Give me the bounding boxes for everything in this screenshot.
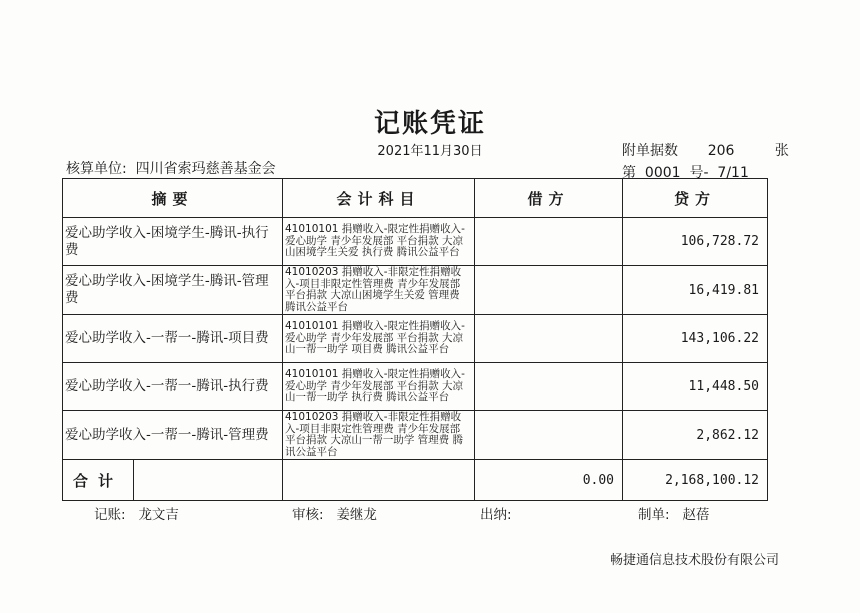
unit-label: 核算单位: [66,161,127,177]
header-credit: 贷方 [623,179,768,218]
table-row [63,218,768,266]
attach-count: 206 [707,143,735,159]
row-account: 41010101 捐赠收入-限定性捐赠收入-爱心助学 青少年发展部 平台捐款 大凉山一帮一助学 项目费 腾讯公益平台 [283,315,475,363]
voucher-date: 2021年11月30日 [377,144,483,159]
voucher-label: 第 [622,165,636,181]
row-summary: 爱心助学收入-困境学生-腾讯-执行费 [63,218,283,266]
attachment-count [622,140,789,160]
cashier-label: 出纳: [480,507,512,523]
row-debit [475,315,623,363]
preparer-name: 赵蓓 [682,507,710,523]
software-company: 畅捷通信息技术股份有限公司 [610,553,780,568]
voucher-no: 0001 [644,165,681,181]
table-row [63,266,768,315]
row-account: 41010101 捐赠收入-限定性捐赠收入-爱心助学 青少年发展部 平台捐款 大凉山困境学生关爱 执行费 腾讯公益平台 [283,218,475,266]
table-row [63,363,768,411]
row-account: 41010203 捐赠收入-非限定性捐赠收入-项目非限定性管理费 青少年发展部 平台捐款 大凉山一帮一助学 管理费 腾讯公益平台 [283,411,475,460]
voucher-page: 7/11 [717,165,749,181]
header-summary: 摘要 [63,179,283,218]
total-label: 合计 [63,460,134,500]
total-debit: 0.00 [475,460,623,501]
accounting-unit [66,158,276,178]
row-summary: 爱心助学收入-一帮一-腾讯-管理费 [63,411,283,460]
total-cell [63,460,283,501]
row-credit: 143,106.22 [623,315,768,363]
total-account-blank [283,460,475,501]
header-account: 会计科目 [283,179,475,218]
table-row [63,315,768,363]
voucher-sep: 号- [689,165,709,181]
row-debit [475,363,623,411]
cashier-sign [480,503,512,523]
row-summary: 爱心助学收入-一帮一-腾讯-执行费 [63,363,283,411]
total-credit: 2,168,100.12 [623,460,768,501]
voucher-table [62,178,768,501]
row-credit: 11,448.50 [623,363,768,411]
row-debit [475,266,623,315]
reviewer-sign [292,503,377,523]
bookkeeper-label: 记账: [94,507,126,523]
row-credit: 106,728.72 [623,218,768,266]
row-account: 41010203 捐赠收入-非限定性捐赠收入-项目非限定性管理费 青少年发展部 平台捐款 大凉山困境学生关爱 管理费 腾讯公益平台 [283,266,475,315]
total-row [63,460,768,501]
unit-name: 四川省索玛慈善基金会 [135,161,276,177]
table-row [63,411,768,460]
preparer-label: 制单: [638,507,670,523]
header-row [63,179,768,218]
row-credit: 2,862.12 [623,411,768,460]
reviewer-name: 姜继龙 [336,507,377,523]
row-debit [475,411,623,460]
row-summary: 爱心助学收入-一帮一-腾讯-项目费 [63,315,283,363]
bookkeeper-name: 龙文吉 [138,507,179,523]
reviewer-label: 审核: [292,507,324,523]
header-debit: 借方 [475,179,623,218]
row-debit [475,218,623,266]
preparer-sign [638,503,709,523]
row-summary: 爱心助学收入-困境学生-腾讯-管理费 [63,266,283,315]
row-account: 41010101 捐赠收入-限定性捐赠收入-爱心助学 青少年发展部 平台捐款 大凉山一帮一助学 执行费 腾讯公益平台 [283,363,475,411]
bookkeeper-sign [94,503,179,523]
attach-label: 附单据数 [622,143,678,159]
voucher-title: 记账凭证 [373,109,486,139]
attach-unit: 张 [774,143,789,159]
row-credit: 16,419.81 [623,266,768,315]
total-blank [134,460,282,500]
